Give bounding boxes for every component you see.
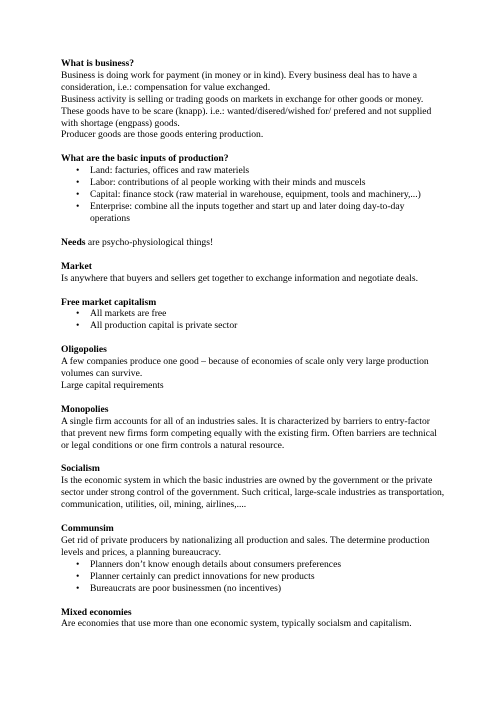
heading-mixed-economies: Mixed economies — [61, 606, 132, 618]
communism-text: Get rid of private producers by nationalizing all production and sales. The determine production levels and prices, a planning bureaucracy. — [61, 535, 430, 558]
oligopolies-text: A few companies produce one good – because of economies of scale only very large production volumes can survive. — [61, 356, 429, 380]
heading-monopolies: Monopolies — [61, 403, 109, 415]
monopolies-text: A single firm accounts for all of an industries sales. It is characterized by barriers to entry-factor that prevent new firms form competing equally with the existing firm. Often barriers are technical or legal conditions or one firm controls a natural resource. — [61, 415, 437, 451]
section-oligopolies — [61, 344, 445, 392]
list-item: • Planners don’t know enough details about consumers preferences — [61, 559, 445, 571]
heading-free-market-capitalism: Free market capitalism — [61, 296, 157, 308]
list-item: • Land: facturies, offices and raw materiels — [61, 165, 445, 177]
list-item: • Bureaucrats are poor businessmen (no incentives) — [61, 583, 445, 595]
section-free-market-capitalism — [61, 297, 445, 333]
section-monopolies — [61, 404, 445, 452]
market-text: Is anywhere that buyers and sellers get together to exchange information and negotiate deals. — [61, 272, 418, 284]
list-item: • Labor: contributions of al people working with their minds and muscels — [61, 177, 445, 189]
business-definition: Business is doing work for payment (in money or in kind). Every business deal has to have a consideration, i.e.: compensation for value exchanged. — [61, 69, 417, 93]
heading-market: Market — [61, 260, 92, 272]
needs-term: Needs — [61, 236, 86, 248]
document-page — [61, 58, 445, 630]
section-basic-inputs — [61, 153, 445, 224]
list-item: • Planner certainly can predict innovations for new products — [61, 571, 445, 583]
section-what-is-business — [61, 58, 445, 141]
heading-socialism: Socialism — [61, 463, 100, 475]
section-mixed-economies — [61, 607, 445, 631]
heading-what-is-business: What is business? — [61, 58, 135, 69]
mixed-economies-text: Are economies that use more than one economic system, typically socialsm and capitalism. — [61, 618, 412, 630]
socialism-text: Is the economic system in which the basic industries are owned by the government or the private sector under strong control of the government. Such critical, large-scale industries as transportation, communication, utilities, oil, mining, airlines,.... — [61, 475, 445, 511]
heading-oligopolies: Oligopolies — [61, 344, 107, 356]
section-socialism — [61, 463, 445, 511]
section-market — [61, 261, 445, 285]
list-item: • Enterprise: combine all the inputs together and start up and later doing day-to-day operations — [61, 201, 445, 225]
business-activity: Business activity is selling or trading goods on markets in exchange for other goods or money. These goods have to be scare (knapp). i.e.: wanted/disered/wished for/ prefered and not supplied with shortage (engpass) goods. — [61, 93, 432, 129]
needs-text: are psycho-physiological things! — [85, 236, 214, 248]
oligopolies-capital: Large capital requirements — [61, 379, 164, 391]
section-communism — [61, 523, 445, 594]
inputs-list — [61, 165, 445, 225]
communism-list — [61, 559, 445, 595]
list-item: • All production capital is private sector — [61, 320, 445, 332]
producer-goods: Producer goods are those goods entering production. — [61, 129, 264, 141]
heading-basic-inputs: What are the basic inputs of production? — [61, 153, 229, 165]
heading-communism: Communsim — [61, 523, 114, 535]
needs-note — [61, 237, 445, 249]
list-item: • All markets are free — [61, 308, 445, 320]
list-item: • Capital: finance stock (raw material in warehouse, equipment, tools and machinery,...) — [61, 189, 445, 201]
fmc-list — [61, 308, 445, 332]
